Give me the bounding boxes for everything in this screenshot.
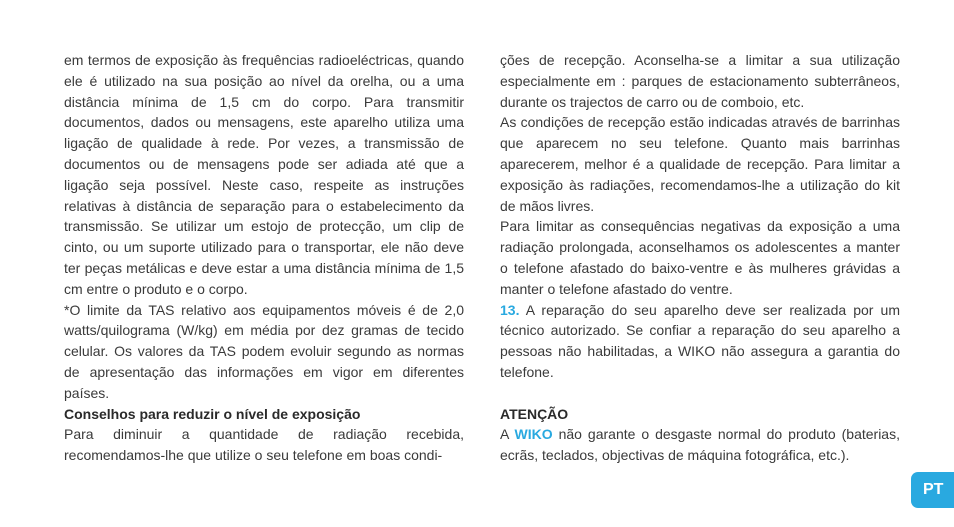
brand-name: WIKO [514, 426, 553, 443]
paragraph-reduce-radiation: Para diminuir a quantidade de radiação recebida, recomendamos-lhe que utilize o seu telefone em boas condi- [64, 426, 464, 464]
paragraph-signal-bars: As condições de recepção estão indicadas através de barrinhas que aparecem no seu telefone. Quanto mais barrinhas aparecerem, melhor é a qualidade de recepção. Para limitar a exposição às radiações, recomendamos-lhe a utilização do kit de mãos livres. [500, 114, 900, 214]
item-13-text: A reparação do seu aparelho deve ser realizada por um técnico autorizado. Se confiar a reparação do seu aparelho a pessoas não habilitadas, a WIKO não assegura a garantia do telefone. [500, 301, 900, 380]
section-heading-exposure-tips: Conselhos para reduzir o nível de exposição [64, 405, 361, 422]
warning-heading: ATENÇÃO [500, 405, 569, 422]
paragraph-sar-limit: *O limite da TAS relativo aos equipamentos móveis é de 2,0 watts/quilograma (W/kg) em média por dez gramas de tecido celular. Os valores da TAS podem evoluir segundo as normas de apresentação das informações em vigor em diferentes países. [64, 301, 464, 401]
paragraph-reception-conditions: ções de recepção. Aconselha-se a limitar a sua utilização especialmente em : parques de estacionamento subterrâneos, durante os trajectos de carro ou de comboio, etc. [500, 52, 900, 110]
language-tab: PT [911, 472, 954, 508]
item-13-number: 13. [500, 301, 520, 318]
warning-text: não garante o desgaste normal do produto (baterias, ecrãs, teclados, objectivas de máquina fotográfica, etc.). [500, 426, 900, 464]
warning-paragraph [500, 424, 900, 466]
paragraph-prolonged-exposure: Para limitar as consequências negativas da exposição a uma radiação prolongada, aconselhamos os adolescentes a manter o telefone afastado do baixo-ventre e às mulheres grávidas a manter o telefone afastado do ventre. [500, 218, 900, 297]
spacer [500, 383, 900, 404]
item-13-repair [500, 300, 900, 383]
left-text-column [64, 50, 464, 466]
paragraph-radio-exposure: em termos de exposição às frequências radioeléctricas, quando ele é utilizado na sua posição ao nível da orelha, ou a uma distância mínima de 1,5 cm do corpo. Para transmitir documentos, dados ou mensagens, este aparelho utiliza uma ligação de qualidade à rede. Por vezes, a transmissão de documentos ou de mensagens pode ser adiada até que a ligação seja possível. Neste caso, respeite as instruções relativas à distância de separação para o estabelecimento da transmissão. Se utilizar um estojo de protecção, um clip de cinto, ou um suporte utilizado para o transportar, ele não deve ter peças metálicas e deve estar a uma distância mínima de 1,5 cm entre o produto e o corpo. [64, 52, 464, 297]
warning-prefix: A [500, 426, 515, 443]
right-text-column [500, 50, 900, 466]
